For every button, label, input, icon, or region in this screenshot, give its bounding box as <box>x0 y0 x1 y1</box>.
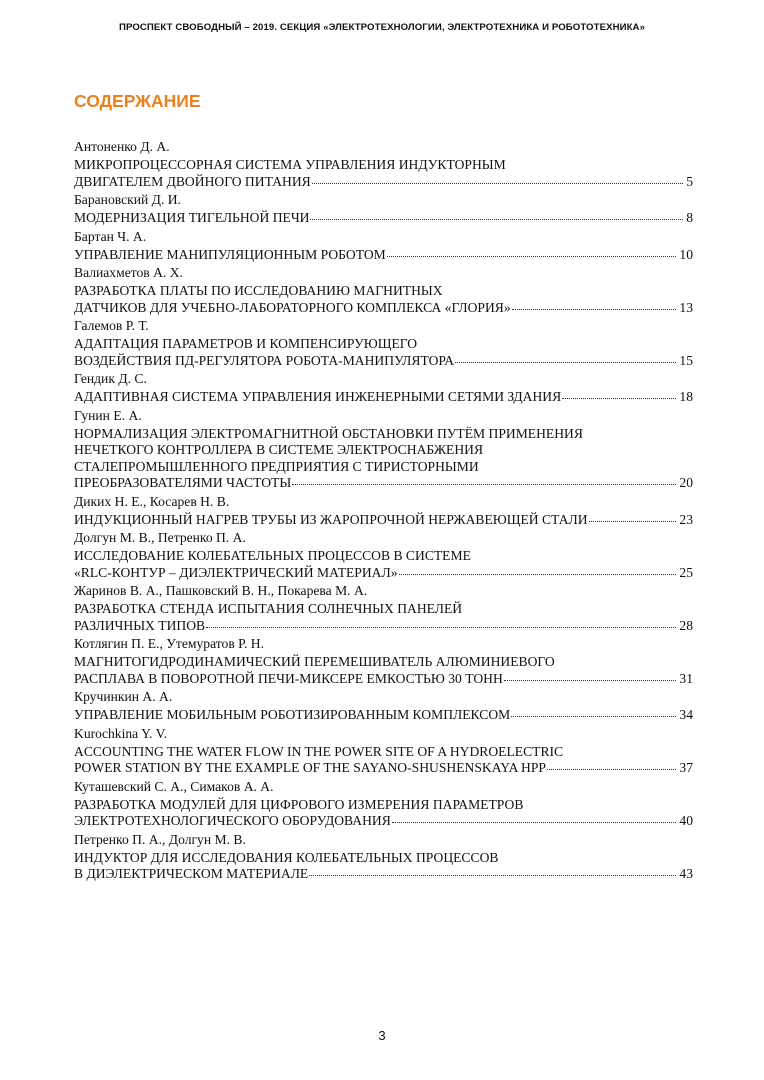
toc-entry-last-line <box>74 707 693 724</box>
dot-leader <box>312 182 683 184</box>
dot-leader <box>562 397 676 399</box>
toc-title: СОДЕРЖАНИЕ <box>74 91 201 111</box>
dot-leader <box>392 821 677 823</box>
toc-entry-page: 8 <box>686 210 693 225</box>
toc-entry <box>74 724 693 777</box>
toc-entry-page: 31 <box>679 670 693 686</box>
toc-entry-title-line: МИКРОПРОЦЕССОРНАЯ СИСТЕМА УПРАВЛЕНИЯ ИНДУКТОРНЫМ <box>74 157 506 172</box>
toc-entry <box>74 830 693 883</box>
toc-entry <box>74 492 693 529</box>
toc-entry-author: Барановский Д. И. <box>74 192 181 207</box>
toc-entry-page: 20 <box>679 475 693 490</box>
toc-entry-author: Котлягин П. Е., Утемуратов Р. Н. <box>74 636 265 651</box>
dot-leader <box>387 255 677 257</box>
dot-leader <box>292 483 676 485</box>
toc-entry <box>74 406 693 492</box>
dot-leader <box>511 715 676 717</box>
dot-leader <box>206 626 676 628</box>
toc-entry-title-line: НОРМАЛИЗАЦИЯ ЭЛЕКТРОМАГНИТНОЙ ОБСТАНОВКИ ПУТЁМ ПРИМЕНЕНИЯ <box>74 425 583 441</box>
toc-entry-page: 18 <box>679 389 693 404</box>
toc-entry <box>74 369 693 406</box>
toc-entry-title-line: ПРЕОБРАЗОВАТЕЛЯМИ ЧАСТОТЫ <box>74 475 292 490</box>
toc-entry-last-line <box>74 475 693 492</box>
toc-entry-page: 43 <box>679 866 693 881</box>
toc-entry-author: Петренко П. А., Долгун М. В. <box>74 831 246 847</box>
toc-entry-title-line: РАЗЛИЧНЫХ ТИПОВ <box>74 617 206 633</box>
toc-entry <box>74 263 693 316</box>
toc-entry-page: 23 <box>679 511 693 527</box>
toc-entry-title-line: МОДЕРНИЗАЦИЯ ТИГЕЛЬНОЙ ПЕЧИ <box>74 210 310 225</box>
toc-entry <box>74 316 693 369</box>
toc-entry-title-line: ДВИГАТЕЛЕМ ДВОЙНОГО ПИТАНИЯ <box>74 173 311 189</box>
toc-entry-last-line <box>74 512 693 529</box>
toc-entry-author: Галемов Р. Т. <box>74 318 149 333</box>
toc-entry-title-line: ИССЛЕДОВАНИЕ КОЛЕБАТЕЛЬНЫХ ПРОЦЕССОВ В СИСТЕМЕ <box>74 548 471 563</box>
table-of-contents <box>74 137 693 883</box>
toc-entry-author: Жаринов В. А., Пашковский В. Н., Покарева М. А. <box>74 583 368 598</box>
toc-entry <box>74 687 693 724</box>
toc-entry-author: Антоненко Д. А. <box>74 139 170 154</box>
dot-leader <box>399 573 677 575</box>
toc-entry-title-line: POWER STATION BY THE EXAMPLE OF THE SAYANO-SHUSHENSKAYA HPP <box>74 760 546 775</box>
toc-entry <box>74 581 693 634</box>
toc-entry <box>74 227 693 264</box>
toc-entry <box>74 190 693 227</box>
toc-entry-page: 34 <box>679 707 693 722</box>
toc-entry-title-line: НЕЧЕТКОГО КОНТРОЛЛЕРА В СИСТЕМЕ ЭЛЕКТРОСНАБЖЕНИЯ <box>74 442 484 457</box>
toc-entry-last-line <box>74 300 693 317</box>
toc-entry-title-line: ЭЛЕКТРОТЕХНОЛОГИЧЕСКОГО ОБОРУДОВАНИЯ <box>74 813 391 828</box>
toc-entry-author: Кручинкин А. А. <box>74 689 173 704</box>
toc-entry-title-line: МАГНИТОГИДРОДИНАМИЧЕСКИЙ ПЕРЕМЕШИВАТЕЛЬ АЛЮМИНИЕВОГО <box>74 654 555 669</box>
toc-entry-title-line: РАЗРАБОТКА ПЛАТЫ ПО ИССЛЕДОВАНИЮ МАГНИТНЫХ <box>74 283 443 298</box>
toc-entry-page: 13 <box>679 299 693 315</box>
toc-entry-title-line: РАСПЛАВА В ПОВОРОТНОЙ ПЕЧИ-МИКСЕРЕ ЕМКОСТЬЮ 30 ТОНН <box>74 670 503 686</box>
toc-entry <box>74 137 693 190</box>
toc-entry-title-line: «RLC-КОНТУР – ДИЭЛЕКТРИЧЕСКИЙ МАТЕРИАЛ» <box>74 564 398 580</box>
toc-entry-last-line <box>74 671 693 688</box>
dot-leader <box>589 520 677 522</box>
toc-entry-title-line: УПРАВЛЕНИЕ МАНИПУЛЯЦИОННЫМ РОБОТОМ <box>74 246 386 262</box>
dot-leader <box>455 361 676 363</box>
toc-entry <box>74 777 693 830</box>
toc-entry-page: 10 <box>679 246 693 262</box>
toc-entry-page: 37 <box>679 760 693 775</box>
toc-entry-page: 28 <box>679 617 693 633</box>
toc-entry-title-line: СТАЛЕПРОМЫШЛЕННОГО ПРЕДПРИЯТИЯ С ТИРИСТОРНЫМИ <box>74 458 479 474</box>
toc-entry-last-line <box>74 565 693 582</box>
toc-entry <box>74 528 693 581</box>
toc-entry-author: Куташевский С. А., Симаков А. А. <box>74 778 274 794</box>
dot-leader <box>310 218 683 220</box>
toc-entry-title-line: ИНДУКЦИОННЫЙ НАГРЕВ ТРУБЫ ИЗ ЖАРОПРОЧНОЙ НЕРЖАВЕЮЩЕЙ СТАЛИ <box>74 511 588 527</box>
toc-entry-title-line: ACCOUNTING THE WATER FLOW IN THE POWER SITE OF A HYDROELECTRIC <box>74 743 564 759</box>
toc-entry-author: Гендик Д. С. <box>74 371 147 386</box>
toc-entry-last-line <box>74 389 693 406</box>
toc-entry-title-line: АДАПТИВНАЯ СИСТЕМА УПРАВЛЕНИЯ ИНЖЕНЕРНЫМИ СЕТЯМИ ЗДАНИЯ <box>74 389 562 404</box>
page-number: 3 <box>378 1028 386 1043</box>
toc-entry-last-line <box>74 618 693 635</box>
toc-entry-author: Гунин Е. А. <box>74 407 142 423</box>
toc-entry-last-line <box>74 353 693 370</box>
dot-leader <box>504 679 677 681</box>
dot-leader <box>309 874 676 876</box>
toc-entry-last-line <box>74 174 693 191</box>
toc-entry-author: Валиахметов А. Х. <box>74 265 183 280</box>
toc-entry-author: Kurochkina Y. V. <box>74 725 168 741</box>
toc-entry-last-line <box>74 760 693 777</box>
toc-entry <box>74 634 693 687</box>
toc-entry-last-line <box>74 813 693 830</box>
toc-entry-title-line: ИНДУКТОР ДЛЯ ИССЛЕДОВАНИЯ КОЛЕБАТЕЛЬНЫХ ПРОЦЕССОВ <box>74 849 499 865</box>
dot-leader <box>512 308 677 310</box>
toc-entry-author: Бартан Ч. А. <box>74 228 147 244</box>
toc-entry-title-line: ДАТЧИКОВ ДЛЯ УЧЕБНО-ЛАБОРАТОРНОГО КОМПЛЕКСА «ГЛОРИЯ» <box>74 299 511 315</box>
toc-entry-author: Долгун М. В., Петренко П. А. <box>74 530 246 545</box>
dot-leader <box>547 768 676 770</box>
toc-entry-page: 15 <box>679 352 693 368</box>
toc-entry-page: 25 <box>679 564 693 580</box>
toc-entry-last-line <box>74 866 693 883</box>
toc-entry-title-line: УПРАВЛЕНИЕ МОБИЛЬНЫМ РОБОТИЗИРОВАННЫМ КОМПЛЕКСОМ <box>74 707 511 722</box>
toc-entry-title-line: РАЗРАБОТКА МОДУЛЕЙ ДЛЯ ЦИФРОВОГО ИЗМЕРЕНИЯ ПАРАМЕТРОВ <box>74 796 524 812</box>
toc-entry-page: 40 <box>679 813 693 828</box>
toc-entry-author: Диких Н. Е., Косарев Н. В. <box>74 493 230 509</box>
toc-entry-last-line <box>74 247 693 264</box>
toc-entry-title-line: ВОЗДЕЙСТВИЯ ПД-РЕГУЛЯТОРА РОБОТА-МАНИПУЛЯТОРА <box>74 352 455 368</box>
toc-entry-title-line: В ДИЭЛЕКТРИЧЕСКОМ МАТЕРИАЛЕ <box>74 866 309 881</box>
toc-entry-page: 5 <box>686 173 693 189</box>
running-head: ПРОСПЕКТ СВОБОДНЫЙ – 2019. СЕКЦИЯ «ЭЛЕКТРОТЕХНОЛОГИИ, ЭЛЕКТРОТЕХНИКА И РОБОТОТЕХНИКА» <box>118 22 646 33</box>
toc-entry-title-line: АДАПТАЦИЯ ПАРАМЕТРОВ И КОМПЕНСИРУЮЩЕГО <box>74 336 418 351</box>
toc-entry-title-line: РАЗРАБОТКА СТЕНДА ИСПЫТАНИЯ СОЛНЕЧНЫХ ПАНЕЛЕЙ <box>74 601 463 616</box>
toc-entry-last-line <box>74 210 693 227</box>
